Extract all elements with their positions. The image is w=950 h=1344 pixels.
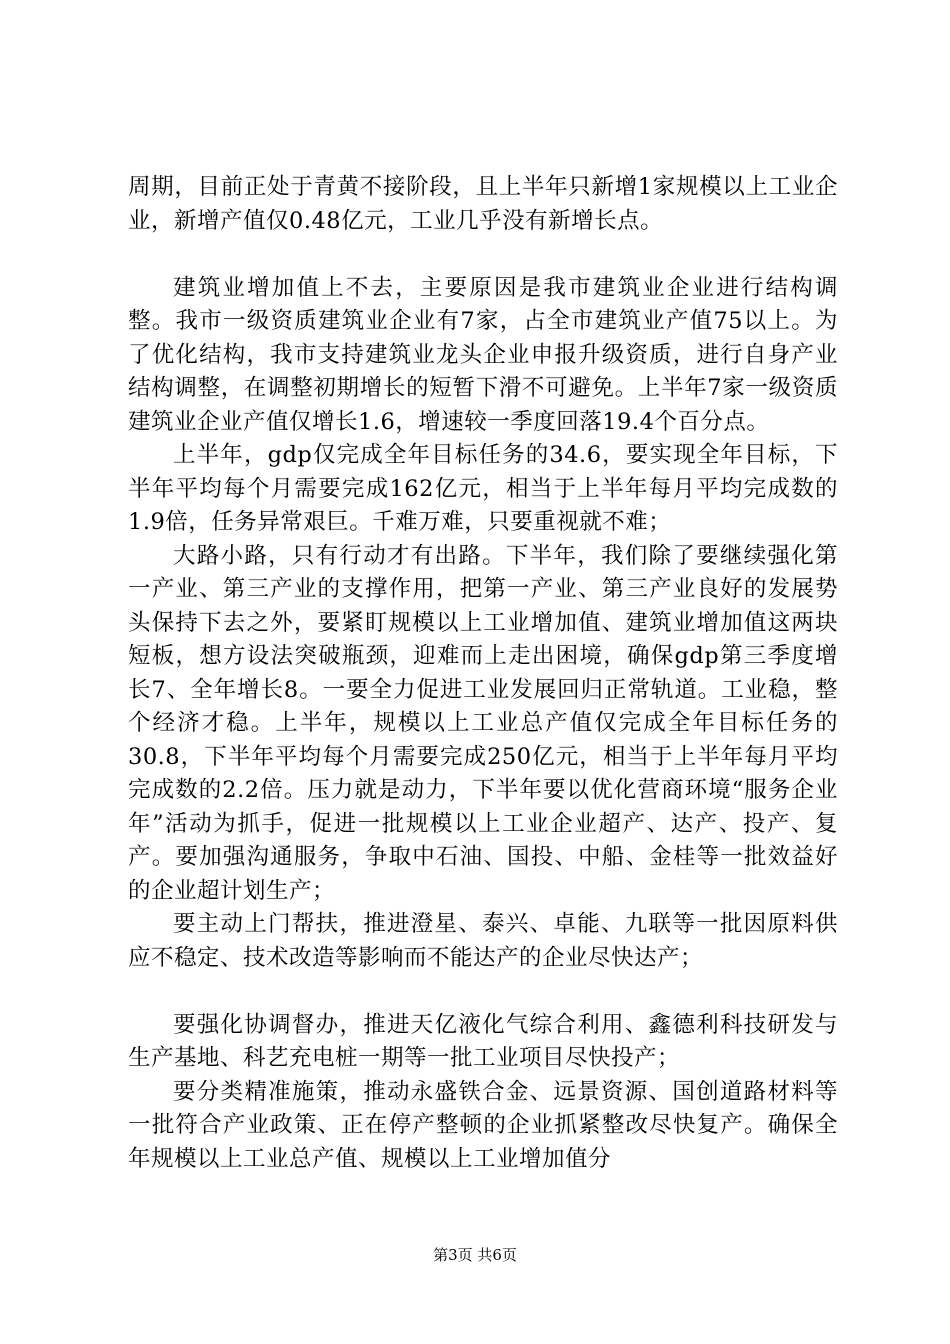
page-number-footer: 第3页 共6页 xyxy=(433,1246,517,1264)
document-body xyxy=(128,171,838,1176)
paragraph-3: 上半年，gdp仅完成全年目标任务的34.6，要实现全年目标，下半年平均每个月需要完成162亿元，相当于上半年每月平均完成数的1.9倍，任务异常艰巨。千难万难，只要重视就不难； xyxy=(128,442,838,535)
paragraph-1: 周期，目前正处于青黄不接阶段，且上半年只新增1家规模以上工业企业，新增产值仅0.48亿元，工业几乎没有新增长点。 xyxy=(128,174,838,234)
paragraph-2: 建筑业增加值上不去，主要原因是我市建筑业企业进行结构调整。我市一级资质建筑业企业有7家，占全市建筑业产值75以上。为了优化结构，我市支持建筑业龙头企业申报升级资质，进行自身产业结构调整，在调整初期增长的短暂下滑不可避免。上半年7家一级资质建筑业企业产值仅增长1.6，增速较一季度回落19.4个百分点。 xyxy=(128,274,838,435)
paragraph-7: 要分类精准施策，推动永盛铁合金、远景资源、国创道路材料等一批符合产业政策、正在停产整顿的企业抓紧整改尽快复产。确保全年规模以上工业总产值、规模以上工业增加值分 xyxy=(128,1078,838,1172)
paragraph-4: 大路小路，只有行动才有出路。下半年，我们除了要继续强化第一产业、第三产业的支撑作用，把第一产业、第三产业良好的发展势头保持下去之外，要紧盯规模以上工业增加值、建筑业增加值这两块短板，想方设法突破瓶颈，迎难而上走出困境，确保gdp第三季度增长7、全年增长8。一要全力促进工业发展回归正常轨道。工业稳，整个经济才稳。上半年，规模以上工业总产值仅完成全年目标任务的30.8，下半年平均每个月需要完成250亿元，相当于上半年每月平均完成数的2.2倍。压力就是动力，下半年要以优化营商环境“服务企业年”活动为抓手，促进一批规模以上工业企业超产、达产、投产、复产。要加强沟通服务，争取中石油、国投、中船、金桂等一批效益好的企业超计划生产； xyxy=(128,542,838,904)
paragraph-6: 要强化协调督办，推进天亿液化气综合利用、鑫德利科技研发与生产基地、科艺充电桩一期等一批工业项目尽快投产； xyxy=(128,1011,838,1071)
paragraph-5: 要主动上门帮扶，推进澄星、泰兴、卓能、九联等一批因原料供应不稳定、技术改造等影响而不能达产的企业尽快达产； xyxy=(128,911,838,971)
